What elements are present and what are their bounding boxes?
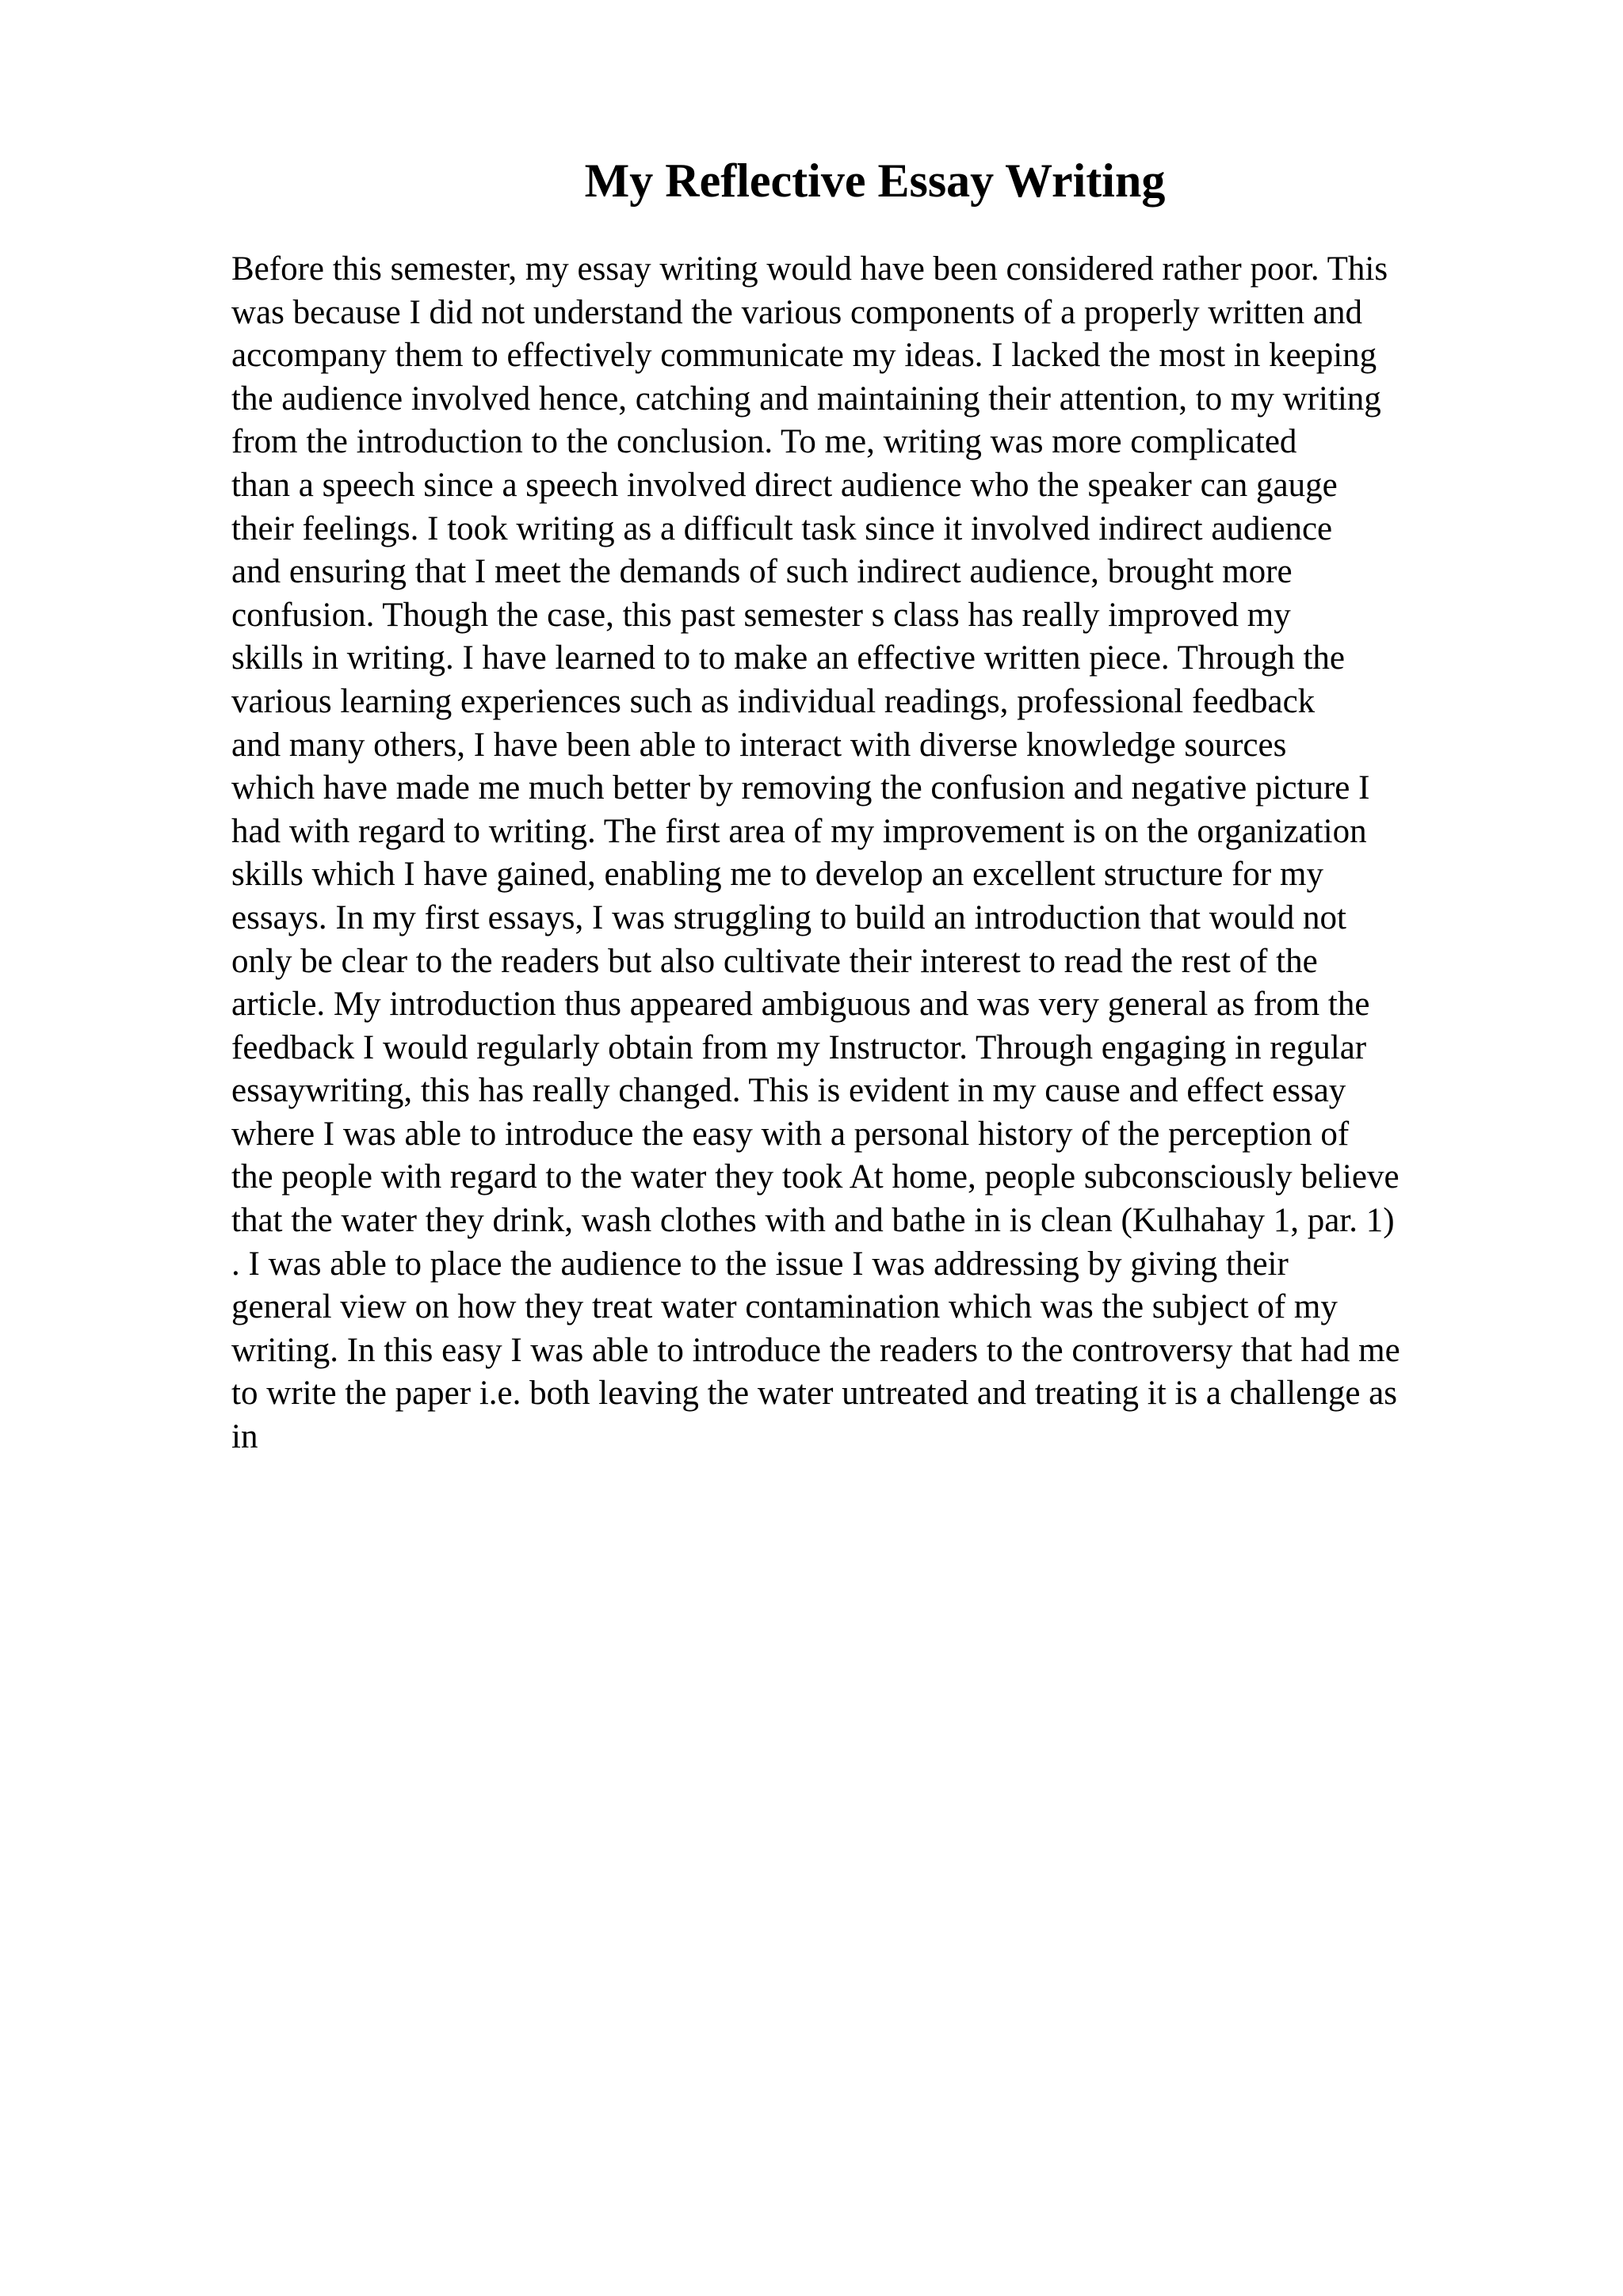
essay-line: was because I did not understand the various components of a properly written and — [231, 293, 1362, 331]
essay-line: in — [231, 1418, 258, 1456]
essay-line: essaywriting, this has really changed. This is evident in my cause and effect essay — [231, 1072, 1346, 1110]
essay-line: the people with regard to the water they took At home, people subconsciously believe — [231, 1158, 1400, 1196]
essay-line: their feelings. I took writing as a difficult task since it involved indirect audience — [231, 509, 1333, 547]
essay-line: . I was able to place the audience to the issue I was addressing by giving their — [231, 1245, 1289, 1283]
essay-line: the audience involved hence, catching and maintaining their attention, to my writing — [231, 379, 1381, 418]
essay-line: Before this semester, my essay writing would have been considered rather poor. This — [231, 250, 1388, 288]
essay-line: general view on how they treat water contamination which was the subject of my — [231, 1288, 1338, 1326]
essay-line: had with regard to writing. The first area of my improvement is on the organization — [231, 812, 1367, 850]
essay-line: skills which I have gained, enabling me to develop an excellent structure for my — [231, 856, 1323, 894]
essay-line: from the introduction to the conclusion. To me, writing was more complicated — [231, 423, 1297, 461]
essay-line: skills in writing. I have learned to to make an effective written piece. Through the — [231, 639, 1346, 677]
essay-line: which have made me much better by removing the confusion and negative picture I — [231, 769, 1370, 807]
essay-line: to write the paper i.e. both leaving the water untreated and treating it is a challenge as — [231, 1375, 1397, 1413]
essay-line: that the water they drink, wash clothes with and bathe in is clean (Kulhahay 1, par. 1) — [231, 1202, 1395, 1240]
essay-line: confusion. Though the case, this past semester s class has really improved my — [231, 596, 1291, 634]
essay-line: feedback I would regularly obtain from my Instructor. Through engaging in regular — [231, 1028, 1367, 1066]
essay-line: than a speech since a speech involved direct audience who the speaker can gauge — [231, 466, 1338, 504]
essay-line: and ensuring that I meet the demands of such indirect audience, brought more — [231, 553, 1293, 591]
essay-line: essays. In my first essays, I was struggling to build an introduction that would not — [231, 898, 1346, 936]
essay-line: writing. In this easy I was able to introduce the readers to the controversy that had me — [231, 1331, 1400, 1369]
essay-line: only be clear to the readers but also cultivate their interest to read the rest of the — [231, 942, 1318, 980]
essay-line: where I was able to introduce the easy with a personal history of the perception of — [231, 1115, 1350, 1153]
essay-line: article. My introduction thus appeared ambiguous and was very general as from the — [231, 986, 1370, 1024]
essay-line: and many others, I have been able to interact with diverse knowledge sources — [231, 726, 1287, 764]
essay-title: My Reflective Essay Writing — [584, 154, 1166, 207]
essay-body — [231, 248, 1515, 1459]
essay-line: accompany them to effectively communicate my ideas. I lacked the most in keeping — [231, 337, 1377, 375]
essay-line: various learning experiences such as individual readings, professional feedback — [231, 682, 1316, 720]
